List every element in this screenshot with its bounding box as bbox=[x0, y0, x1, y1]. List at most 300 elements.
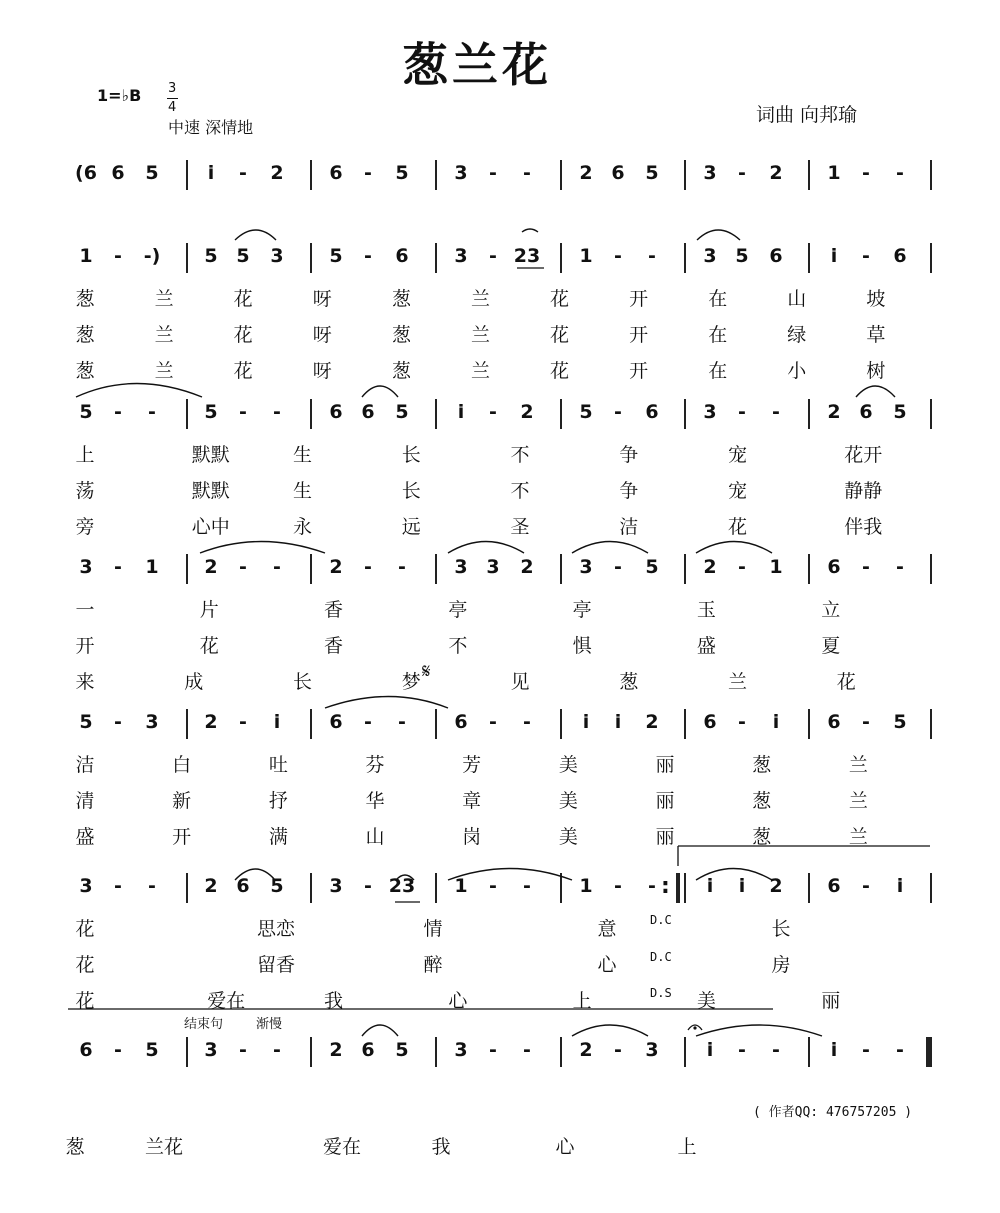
lyric: 爱在 bbox=[207, 990, 246, 1012]
lyric: 花 bbox=[233, 324, 253, 346]
slur bbox=[572, 1025, 648, 1036]
duration-dash: - bbox=[114, 875, 122, 897]
duration-dash: - bbox=[114, 556, 122, 578]
lyric: 兰 bbox=[154, 324, 174, 346]
lyric: 荡 bbox=[75, 480, 95, 502]
key-signature: 1=♭B bbox=[97, 86, 142, 105]
lyric: 花 bbox=[233, 360, 253, 382]
lyric: 心 bbox=[448, 990, 468, 1012]
note: 5 bbox=[236, 245, 250, 267]
slur bbox=[448, 542, 524, 554]
duration-dash: - bbox=[896, 556, 904, 578]
note: 3 bbox=[703, 401, 717, 423]
lyric: 新 bbox=[172, 790, 192, 812]
duration-dash: - bbox=[114, 1039, 122, 1061]
lyric: 花 bbox=[233, 288, 253, 310]
duration-dash: - bbox=[364, 556, 372, 578]
lyric: 远 bbox=[401, 516, 421, 538]
note: 3 bbox=[579, 556, 593, 578]
lyric: 在 bbox=[708, 288, 728, 310]
lyric: 长 bbox=[401, 444, 421, 466]
duration-dash: - bbox=[148, 401, 156, 423]
duration-dash: - bbox=[614, 1039, 622, 1061]
note: 5 bbox=[395, 401, 409, 423]
slur bbox=[325, 697, 448, 709]
lyric: 心 bbox=[597, 954, 617, 976]
note: i bbox=[614, 711, 622, 733]
note: 6 bbox=[361, 401, 375, 423]
note: 5 bbox=[893, 401, 907, 423]
lyric: 亭 bbox=[572, 599, 592, 621]
note: 6 bbox=[827, 875, 841, 897]
note: 3 bbox=[329, 875, 343, 897]
note: 3 bbox=[204, 1039, 218, 1061]
duration-dash: - bbox=[364, 245, 372, 267]
note: 2 bbox=[769, 875, 783, 897]
duration-dash: - bbox=[896, 162, 904, 184]
bottom-lyric: 心 bbox=[555, 1136, 575, 1158]
lyric: 开 bbox=[172, 826, 192, 848]
lyric: 葱 bbox=[391, 360, 411, 382]
duration-dash: - bbox=[896, 1039, 904, 1061]
note: 2 bbox=[769, 162, 783, 184]
duration-dash: - bbox=[862, 556, 870, 578]
lyric: 盛 bbox=[75, 826, 95, 848]
lyric: 兰 bbox=[848, 754, 868, 776]
author-qq: ( 作者QQ: 476757205 ) bbox=[753, 1105, 913, 1120]
time-signature-bottom: 4 bbox=[168, 100, 177, 115]
lyric: 圣 bbox=[510, 516, 530, 538]
lyric: 葱 bbox=[391, 324, 411, 346]
lyric: 不 bbox=[448, 635, 468, 657]
duration-dash: - bbox=[489, 401, 497, 423]
duration-dash: - bbox=[738, 1039, 746, 1061]
lyric: 争 bbox=[619, 480, 639, 502]
slur bbox=[696, 542, 772, 554]
lyric: 长 bbox=[292, 671, 312, 693]
lyric: 芳 bbox=[462, 754, 482, 776]
note: 2 bbox=[703, 556, 717, 578]
lyric: 静静 bbox=[844, 480, 883, 502]
note: 23 bbox=[513, 245, 541, 267]
duration-dash: - bbox=[364, 711, 372, 733]
note: 3 bbox=[703, 245, 717, 267]
duration-dash: - bbox=[738, 711, 746, 733]
lyric: 葱 bbox=[75, 324, 95, 346]
duration-dash: - bbox=[489, 875, 497, 897]
note: 6 bbox=[395, 245, 409, 267]
lyric: 树 bbox=[866, 360, 886, 382]
credits: 词曲 向邦瑜 bbox=[756, 104, 858, 126]
lyric: 开 bbox=[629, 360, 649, 382]
lyric: 生 bbox=[292, 444, 312, 466]
note: 23 bbox=[388, 875, 416, 897]
lyric: 亭 bbox=[448, 599, 468, 621]
lyric: 片 bbox=[199, 599, 219, 621]
tempo-marking: 中速 深情地 bbox=[168, 118, 254, 137]
note: 2 bbox=[520, 556, 534, 578]
note: 5 bbox=[79, 401, 93, 423]
lyric: 旁 bbox=[75, 516, 95, 538]
lyric: 我 bbox=[324, 990, 344, 1012]
duration-dash: - bbox=[239, 162, 247, 184]
lyric: 香 bbox=[324, 599, 344, 621]
lyric: 葱 bbox=[752, 826, 772, 848]
note: i bbox=[830, 1039, 838, 1061]
duration-dash: - bbox=[614, 245, 622, 267]
note: 5 bbox=[79, 711, 93, 733]
lyric: 开 bbox=[629, 288, 649, 310]
note: 1 bbox=[579, 875, 593, 897]
slur bbox=[522, 229, 538, 232]
note: 6 bbox=[79, 1039, 93, 1061]
note: i bbox=[706, 1039, 714, 1061]
duration-dash: - bbox=[273, 401, 281, 423]
note: 1 bbox=[769, 556, 783, 578]
note: i bbox=[273, 711, 281, 733]
bottom-lyric: 爱在 bbox=[322, 1136, 361, 1158]
duration-dash: - bbox=[489, 1039, 497, 1061]
lyric: 兰 bbox=[848, 826, 868, 848]
duration-dash: - bbox=[114, 245, 122, 267]
lyric: 呀 bbox=[312, 360, 332, 382]
lyric: 花 bbox=[727, 516, 747, 538]
duration-dash: - bbox=[648, 875, 656, 897]
duration-dash: - bbox=[398, 556, 406, 578]
lyric: 洁 bbox=[619, 516, 639, 538]
lyric: 在 bbox=[708, 324, 728, 346]
duration-dash: - bbox=[489, 162, 497, 184]
lyric: 不 bbox=[510, 444, 530, 466]
note: 2 bbox=[329, 1039, 343, 1061]
lyric: 宠 bbox=[727, 480, 747, 502]
lyric: 丽 bbox=[655, 826, 675, 848]
lyric: 章 bbox=[462, 790, 482, 812]
note: 2 bbox=[579, 1039, 593, 1061]
duration-dash: - bbox=[862, 875, 870, 897]
note: 6 bbox=[611, 162, 625, 184]
lyric: 花 bbox=[836, 671, 856, 693]
duration-dash: - bbox=[239, 401, 247, 423]
lyric: 葱 bbox=[75, 360, 95, 382]
lyric: 葱 bbox=[752, 754, 772, 776]
note: 2 bbox=[645, 711, 659, 733]
lyric: 葱 bbox=[752, 790, 772, 812]
note: 1 bbox=[145, 556, 159, 578]
duration-dash: - bbox=[114, 401, 122, 423]
lyric: 兰 bbox=[848, 790, 868, 812]
note: 2 bbox=[270, 162, 284, 184]
dc-mark-2: D.C bbox=[650, 950, 672, 964]
duration-dash: - bbox=[364, 875, 372, 897]
note: 5 bbox=[145, 162, 159, 184]
segno-mark: 𝄋 bbox=[422, 659, 431, 683]
note: 6 bbox=[827, 556, 841, 578]
lyric: 丽 bbox=[821, 990, 841, 1012]
lyric: 玉 bbox=[696, 599, 716, 621]
lyric: 一 bbox=[75, 599, 95, 621]
note: 3 bbox=[454, 1039, 468, 1061]
slur bbox=[696, 1025, 822, 1036]
repeat-dots: : bbox=[661, 874, 670, 899]
note: 6 bbox=[329, 711, 343, 733]
lyric: 山 bbox=[787, 288, 807, 310]
note: i bbox=[207, 162, 215, 184]
bottom-lyric: 兰花 bbox=[144, 1136, 183, 1158]
lyric: 不 bbox=[510, 480, 530, 502]
slur bbox=[396, 875, 414, 880]
lyric: 呀 bbox=[312, 324, 332, 346]
lyric: 葱 bbox=[391, 288, 411, 310]
note: 5 bbox=[204, 245, 218, 267]
duration-dash: - bbox=[398, 711, 406, 733]
lyric: 心中 bbox=[191, 516, 230, 538]
note: 6 bbox=[703, 711, 717, 733]
slur bbox=[362, 1025, 398, 1036]
lyric: 默默 bbox=[191, 444, 230, 466]
note: 6 bbox=[111, 162, 125, 184]
slur bbox=[362, 386, 398, 397]
duration-dash: - bbox=[148, 875, 156, 897]
lyric: 清 bbox=[75, 790, 95, 812]
lyric: 洁 bbox=[75, 754, 95, 776]
lyric: 开 bbox=[629, 324, 649, 346]
duration-dash: - bbox=[114, 711, 122, 733]
lyric: 绿 bbox=[787, 324, 807, 346]
lyric: 山 bbox=[365, 826, 385, 848]
duration-dash: - bbox=[614, 875, 622, 897]
duration-dash: - bbox=[239, 711, 247, 733]
duration-dash: - bbox=[523, 1039, 531, 1061]
duration-dash: - bbox=[772, 401, 780, 423]
note: 2 bbox=[520, 401, 534, 423]
note: 3 bbox=[270, 245, 284, 267]
lyric: 长 bbox=[401, 480, 421, 502]
lyric: 在 bbox=[708, 360, 728, 382]
lyric: 宠 bbox=[727, 444, 747, 466]
lyric: 丽 bbox=[655, 754, 675, 776]
note: 6 bbox=[236, 875, 250, 897]
lyric: 盛 bbox=[696, 635, 716, 657]
lyric: 呀 bbox=[312, 288, 332, 310]
duration-dash: - bbox=[862, 245, 870, 267]
lyric: 岗 bbox=[462, 826, 482, 848]
lyric: 意 bbox=[597, 918, 617, 940]
lyric: 兰 bbox=[154, 360, 174, 382]
lyric: 白 bbox=[172, 754, 192, 776]
lyric: 见 bbox=[510, 671, 530, 693]
time-signature-top: 3 bbox=[168, 81, 177, 96]
lyric: 上 bbox=[572, 990, 592, 1012]
lyric: 兰 bbox=[154, 288, 174, 310]
note: 1 bbox=[579, 245, 593, 267]
lyric: 兰 bbox=[470, 288, 490, 310]
duration-dash: - bbox=[614, 556, 622, 578]
fermata-dot bbox=[693, 1026, 696, 1029]
lyric: 花开 bbox=[844, 444, 883, 466]
note: 3 bbox=[703, 162, 717, 184]
slur bbox=[235, 230, 276, 240]
lyric: 坡 bbox=[866, 288, 886, 310]
slur bbox=[696, 869, 772, 881]
lyric: 美 bbox=[558, 790, 578, 812]
lyric: 吐 bbox=[268, 754, 288, 776]
note: 3 bbox=[454, 162, 468, 184]
note: 1 bbox=[454, 875, 468, 897]
lyric: 永 bbox=[292, 516, 312, 538]
song-title: 葱兰花 bbox=[402, 38, 552, 92]
duration-dash: - bbox=[738, 556, 746, 578]
lyric: 华 bbox=[365, 790, 385, 812]
note: 5 bbox=[204, 401, 218, 423]
lyric: 葱 bbox=[75, 288, 95, 310]
duration-dash: - bbox=[738, 401, 746, 423]
note: i bbox=[830, 245, 838, 267]
duration-dash: - bbox=[862, 1039, 870, 1061]
note: 2 bbox=[579, 162, 593, 184]
lyric: 梦 bbox=[401, 671, 421, 693]
lyric: 争 bbox=[619, 444, 639, 466]
lyric: 花 bbox=[75, 990, 95, 1012]
duration-dash: - bbox=[489, 711, 497, 733]
note: 6 bbox=[454, 711, 468, 733]
note: 5 bbox=[329, 245, 343, 267]
lyric: 夏 bbox=[821, 635, 841, 657]
note: 2 bbox=[329, 556, 343, 578]
lyric: 留香 bbox=[256, 954, 295, 976]
lyric: 花 bbox=[199, 635, 219, 657]
duration-dash: - bbox=[772, 1039, 780, 1061]
lyric: 房 bbox=[771, 954, 791, 976]
dc-mark-1: D.C bbox=[650, 913, 672, 927]
note: 1 bbox=[79, 245, 93, 267]
lyric: 美 bbox=[558, 754, 578, 776]
note: 2 bbox=[204, 556, 218, 578]
lyric: 伴我 bbox=[844, 516, 883, 538]
lyric: 开 bbox=[75, 635, 95, 657]
note: i bbox=[896, 875, 904, 897]
note: 3 bbox=[454, 556, 468, 578]
lyric: 立 bbox=[821, 599, 841, 621]
note: 5 bbox=[270, 875, 284, 897]
note: 3 bbox=[454, 245, 468, 267]
lyric: 默默 bbox=[191, 480, 230, 502]
duration-dash: - bbox=[523, 711, 531, 733]
lyric: 满 bbox=[268, 826, 288, 848]
note: 6 bbox=[859, 401, 873, 423]
note: i bbox=[457, 401, 465, 423]
duration-dash: - bbox=[614, 401, 622, 423]
bottom-lyric: 上 bbox=[677, 1136, 697, 1158]
duration-dash: - bbox=[273, 556, 281, 578]
note: 3 bbox=[145, 711, 159, 733]
slur bbox=[200, 542, 325, 554]
note: 1 bbox=[827, 162, 841, 184]
note: i bbox=[582, 711, 590, 733]
lyric: 美 bbox=[558, 826, 578, 848]
duration-dash: - bbox=[523, 162, 531, 184]
bottom-lyric: 我 bbox=[431, 1136, 451, 1158]
note: 2 bbox=[827, 401, 841, 423]
slur bbox=[697, 230, 740, 240]
lyric: 上 bbox=[75, 444, 95, 466]
lyric: 长 bbox=[771, 918, 791, 940]
lyric: 成 bbox=[184, 671, 204, 693]
duration-dash: - bbox=[862, 711, 870, 733]
note: 6 bbox=[769, 245, 783, 267]
note: i bbox=[772, 711, 780, 733]
lyric: 芬 bbox=[365, 754, 385, 776]
note: 6 bbox=[893, 245, 907, 267]
lyric: 兰 bbox=[470, 360, 490, 382]
lyric: 思恋 bbox=[256, 918, 295, 940]
note: 6 bbox=[645, 401, 659, 423]
note: 5 bbox=[145, 1039, 159, 1061]
lyric: 花 bbox=[550, 324, 570, 346]
note: i bbox=[706, 875, 714, 897]
slur bbox=[856, 386, 895, 397]
note: -) bbox=[143, 245, 161, 267]
lyric: 香 bbox=[324, 635, 344, 657]
duration-dash: - bbox=[239, 1039, 247, 1061]
lyric: 抒 bbox=[268, 790, 288, 812]
duration-dash: - bbox=[862, 162, 870, 184]
lyric: 花 bbox=[550, 360, 570, 382]
note: (6 bbox=[75, 162, 97, 184]
duration-dash: - bbox=[648, 245, 656, 267]
lyric: 兰 bbox=[727, 671, 747, 693]
duration-dash: - bbox=[364, 162, 372, 184]
lyric: 醉 bbox=[423, 954, 443, 976]
lyric: 小 bbox=[787, 360, 807, 382]
duration-dash: - bbox=[489, 245, 497, 267]
note: i bbox=[738, 875, 746, 897]
note: 6 bbox=[329, 401, 343, 423]
ds-mark: D.S bbox=[650, 986, 672, 1000]
lyric: 美 bbox=[696, 990, 716, 1012]
lyric: 葱 bbox=[619, 671, 639, 693]
note: 3 bbox=[79, 556, 93, 578]
slur bbox=[572, 542, 648, 554]
duration-dash: - bbox=[738, 162, 746, 184]
note: 5 bbox=[395, 162, 409, 184]
note: 6 bbox=[329, 162, 343, 184]
note: 3 bbox=[79, 875, 93, 897]
slur bbox=[76, 384, 202, 398]
note: 6 bbox=[827, 711, 841, 733]
note: 2 bbox=[204, 711, 218, 733]
lyric: 草 bbox=[866, 324, 886, 346]
lyric: 情 bbox=[423, 918, 443, 940]
note: 3 bbox=[486, 556, 500, 578]
lyric: 花 bbox=[550, 288, 570, 310]
slur bbox=[235, 869, 275, 880]
note: 5 bbox=[645, 162, 659, 184]
lyric: 花 bbox=[75, 918, 95, 940]
note: 5 bbox=[579, 401, 593, 423]
lyric: 丽 bbox=[655, 790, 675, 812]
ending-label: 结束句 bbox=[184, 1017, 224, 1032]
bottom-lyric: 葱 bbox=[65, 1136, 85, 1158]
duration-dash: - bbox=[239, 556, 247, 578]
note: 5 bbox=[395, 1039, 409, 1061]
note: 5 bbox=[645, 556, 659, 578]
lyric: 花 bbox=[75, 954, 95, 976]
note: 5 bbox=[893, 711, 907, 733]
duration-dash: - bbox=[273, 1039, 281, 1061]
note: 2 bbox=[204, 875, 218, 897]
note: 3 bbox=[645, 1039, 659, 1061]
